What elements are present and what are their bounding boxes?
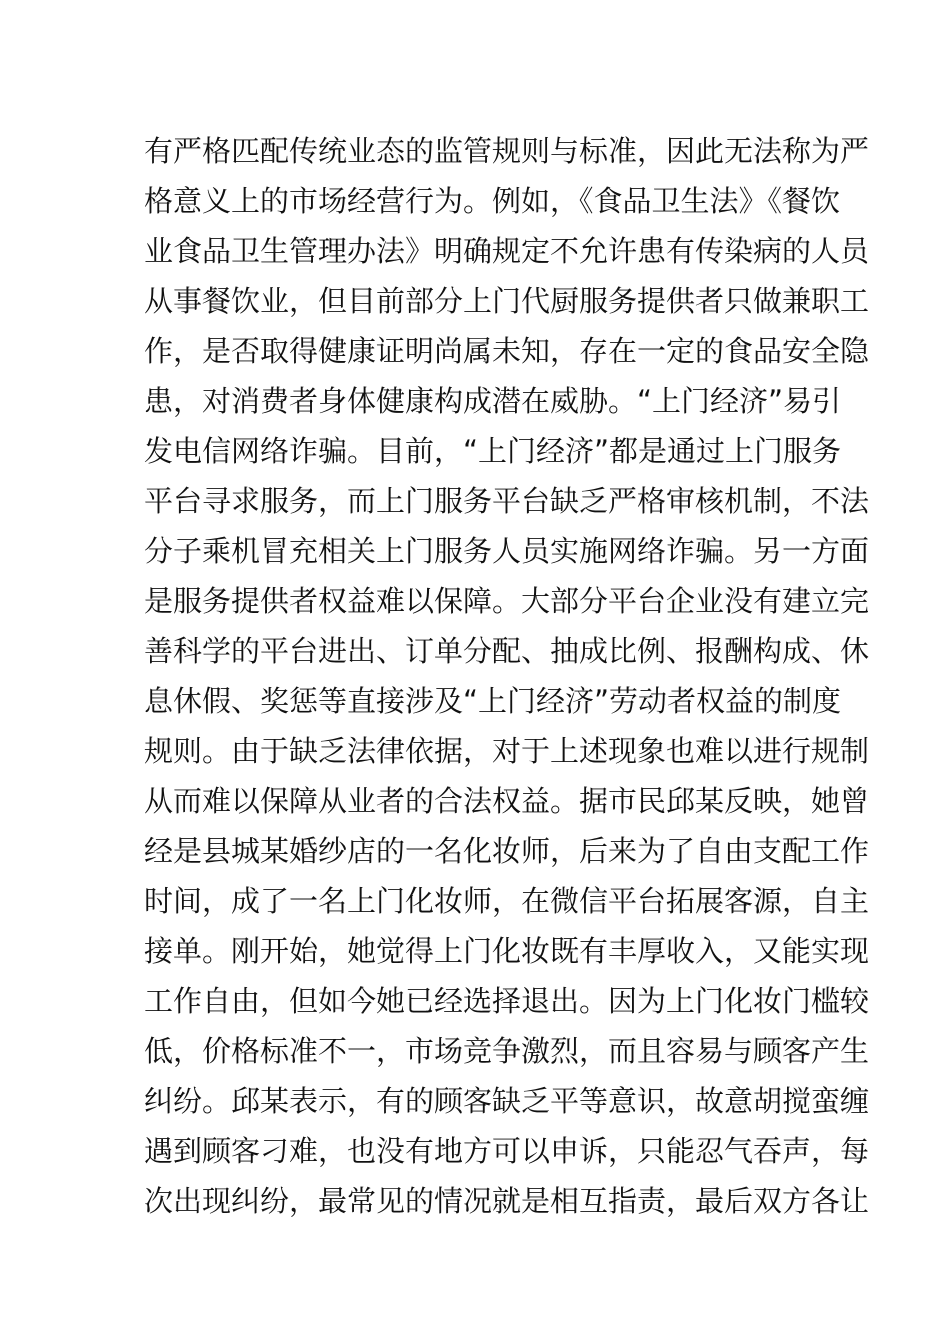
- text-line: 有严格匹配传统业态的监管规则与标准，因此无法称为严: [144, 134, 870, 168]
- text-line: 次出现纠纷，最常见的情况就是相互指责，最后双方各让: [144, 1184, 870, 1218]
- text-line: 工作自由，但如今她已经选择退出。因为上门化妆门槛较: [144, 984, 870, 1018]
- text-line: 作，是否取得健康证明尚属未知，存在一定的食品安全隐: [144, 334, 870, 368]
- text-line: 是服务提供者权益难以保障。大部分平台企业没有建立完: [144, 584, 870, 618]
- text-line: 善科学的平台进出、订单分配、抽成比例、报酬构成、休: [144, 634, 870, 668]
- text-line: 遇到顾客刁难，也没有地方可以申诉，只能忍气吞声，每: [144, 1134, 870, 1168]
- text-line: 息休假、奖惩等直接涉及“上门经济”劳动者权益的制度: [144, 684, 842, 718]
- text-line: 发电信网络诈骗。目前，“上门经济”都是通过上门服务: [144, 434, 842, 468]
- text-line: 业食品卫生管理办法》明确规定不允许患有传染病的人员: [144, 234, 870, 268]
- text-line: 规则。由于缺乏法律依据，对于上述现象也难以进行规制: [144, 734, 870, 768]
- text-line: 从事餐饮业，但目前部分上门代厨服务提供者只做兼职工: [144, 284, 870, 318]
- text-line: 纠纷。邱某表示，有的顾客缺乏平等意识，故意胡搅蛮缠: [144, 1084, 870, 1118]
- text-line: 平台寻求服务，而上门服务平台缺乏严格审核机制，不法: [144, 484, 870, 518]
- text-line: 经是县城某婚纱店的一名化妆师，后来为了自由支配工作: [144, 834, 870, 868]
- text-line: 接单。刚开始，她觉得上门化妆既有丰厚收入，又能实现: [144, 934, 870, 968]
- text-line: 时间，成了一名上门化妆师，在微信平台拓展客源，自主: [144, 884, 870, 918]
- text-line: 从而难以保障从业者的合法权益。据市民邱某反映，她曾: [144, 784, 870, 818]
- text-line: 低，价格标准不一，市场竞争激烈，而且容易与顾客产生: [144, 1034, 870, 1068]
- body-text: [144, 126, 870, 1226]
- text-line: 患，对消费者身体健康构成潜在威胁。“上门经济”易引: [144, 384, 842, 418]
- text-line: 格意义上的市场经营行为。例如，《食品卫生法》《餐饮: [144, 184, 841, 218]
- text-line: 分子乘机冒充相关上门服务人员实施网络诈骗。另一方面: [144, 534, 870, 568]
